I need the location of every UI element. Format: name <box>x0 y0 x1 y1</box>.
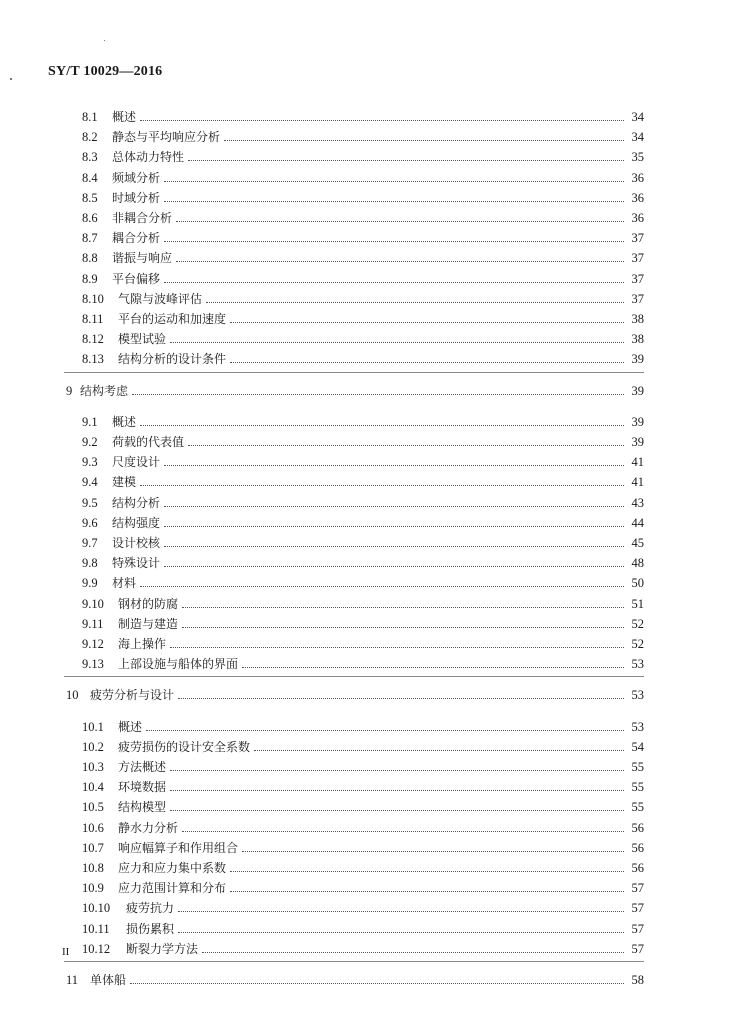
toc-entry-title: 耦合分析 <box>112 231 161 246</box>
toc-entry-title: 非耦合分析 <box>112 211 173 225</box>
toc-entry-page: 39 <box>631 383 644 398</box>
toc-entry-title: 上部设施与船体的界面 <box>118 657 239 672</box>
toc-entry[interactable] <box>82 591 644 611</box>
toc-entry-page: 41 <box>631 455 644 470</box>
dot-leader <box>140 119 624 121</box>
toc-entry[interactable] <box>82 815 644 835</box>
toc-entry-page: 57 <box>631 901 644 916</box>
toc-entry[interactable] <box>82 185 644 205</box>
dot-leader <box>242 850 624 852</box>
toc-entry[interactable] <box>82 225 644 245</box>
dot-leader <box>140 585 624 587</box>
toc-entry-number: 8.13 <box>82 352 104 367</box>
toc-entry-number: 9.12 <box>82 637 104 651</box>
toc-entry-title: 结构分析的设计条件 <box>118 352 227 367</box>
toc-entry-title: 结构分析 <box>112 495 161 510</box>
toc-entry[interactable] <box>82 734 644 754</box>
dot-leader <box>230 321 624 323</box>
toc-entry-number: 9 <box>66 383 73 398</box>
toc-entry-page: 37 <box>631 251 644 266</box>
dot-leader <box>242 666 624 668</box>
toc-entry-number: 9.2 <box>82 435 98 449</box>
toc-entry-number: 8.3 <box>82 150 98 165</box>
toc-entry[interactable] <box>82 490 644 510</box>
toc-entry-page: 54 <box>631 739 644 754</box>
toc-entry[interactable] <box>82 326 644 346</box>
toc-entry-title: 静态与平均响应分析 <box>112 130 221 145</box>
dot-leader <box>132 393 624 395</box>
toc-entry[interactable] <box>66 967 644 987</box>
toc-entry-page: 56 <box>631 840 644 855</box>
section-divider <box>64 372 644 373</box>
toc-entry-title: 概述 <box>112 110 137 124</box>
toc-entry-title: 建模 <box>112 475 137 490</box>
toc-entry-title: 总体动力特性 <box>112 150 185 165</box>
toc-entry[interactable] <box>82 835 644 855</box>
toc-entry-number: 10.11 <box>82 921 110 936</box>
toc-entry-title: 应力和应力集中系数 <box>118 861 227 875</box>
toc-entry-number: 8.11 <box>82 312 104 326</box>
toc-entry-title: 制造与建造 <box>118 616 179 631</box>
toc-entry-number: 9.8 <box>82 556 98 571</box>
toc-entry-title: 单体船 <box>90 973 127 987</box>
toc-entry-title: 概述 <box>112 414 137 429</box>
toc-entry-number: 8.5 <box>82 190 98 205</box>
toc-entry-title: 平台偏移 <box>112 271 161 286</box>
toc-entry-page: 37 <box>631 291 644 306</box>
toc-entry[interactable] <box>66 682 644 702</box>
toc-entry[interactable] <box>82 794 644 814</box>
toc-entry-number: 10.3 <box>82 760 104 774</box>
toc-entry-number: 10.8 <box>82 861 104 875</box>
dot-leader <box>230 870 624 872</box>
toc-entry-number: 10.7 <box>82 840 104 855</box>
toc-entry-page: 51 <box>631 596 644 611</box>
toc-entry-number: 9.1 <box>82 414 98 429</box>
dot-leader <box>188 159 624 161</box>
toc-entry-number: 8.7 <box>82 231 98 246</box>
dot-leader <box>178 697 624 699</box>
toc-entry-number: 10.12 <box>82 941 111 956</box>
toc-entry-number: 9.4 <box>82 475 98 490</box>
toc-entry[interactable] <box>82 916 644 936</box>
toc-entry-title: 结构模型 <box>118 800 167 815</box>
toc-entry-page: 52 <box>631 637 644 651</box>
toc-entry-number: 10.10 <box>82 901 111 916</box>
toc-entry[interactable] <box>82 165 644 185</box>
toc-entry-title: 环境数据 <box>118 780 167 795</box>
dot-leader <box>140 484 624 486</box>
toc-entry[interactable] <box>82 611 644 631</box>
toc-entry[interactable] <box>82 266 644 286</box>
dot-leader <box>230 890 624 892</box>
dot-leader <box>182 830 624 832</box>
toc-entry[interactable] <box>82 469 644 489</box>
dot-leader <box>164 240 624 242</box>
toc-entry-title: 钢材的防腐 <box>118 596 179 611</box>
dot-leader <box>224 139 624 141</box>
toc-entry-page: 34 <box>631 110 644 124</box>
dot-leader <box>170 769 624 771</box>
dot-leader <box>164 281 624 283</box>
dot-leader <box>202 951 624 953</box>
toc-entry-page: 36 <box>631 190 644 205</box>
toc-entry-page: 41 <box>631 475 644 490</box>
toc-entry-page: 39 <box>631 414 644 429</box>
toc-entry[interactable] <box>82 144 644 164</box>
dot-leader <box>130 982 624 984</box>
toc-entry-page: 53 <box>631 657 644 672</box>
dot-leader <box>170 341 624 343</box>
toc-entry-page: 43 <box>631 495 644 510</box>
toc-entry[interactable] <box>82 774 644 794</box>
toc-entry-title: 响应幅算子和作用组合 <box>118 840 239 855</box>
toc-entry-title: 材料 <box>112 576 137 591</box>
toc-entry-number: 10.6 <box>82 820 104 835</box>
dot-leader <box>176 220 624 222</box>
dot-leader <box>164 200 624 202</box>
dot-leader <box>230 361 624 363</box>
toc-entry-title: 疲劳损伤的设计安全系数 <box>118 739 251 754</box>
section-divider <box>64 961 644 962</box>
toc-entry[interactable] <box>82 855 644 875</box>
toc-entry-title: 概述 <box>118 719 143 734</box>
toc-entry-title: 静水力分析 <box>118 820 179 835</box>
toc-entry[interactable] <box>82 550 644 570</box>
toc-entry-page: 48 <box>631 556 644 571</box>
toc-entry-number: 9.10 <box>82 596 104 611</box>
section-divider <box>64 676 644 677</box>
toc-entry-page: 57 <box>631 941 644 956</box>
toc-entry-page: 39 <box>631 352 644 367</box>
dot-leader <box>188 444 624 446</box>
toc-entry[interactable] <box>82 104 644 124</box>
toc-entry[interactable] <box>82 530 644 550</box>
toc-entry-title: 疲劳分析与设计 <box>90 688 175 703</box>
toc-entry-page: 58 <box>631 973 644 987</box>
dot-leader <box>170 646 624 648</box>
toc-entry-number: 8.1 <box>82 110 98 124</box>
toc-entry-title: 损伤累积 <box>126 921 175 936</box>
toc-entry-number: 8.9 <box>82 271 98 286</box>
toc-entry-number: 11 <box>66 973 79 987</box>
toc-entry-title: 特殊设计 <box>112 556 161 571</box>
toc-entry[interactable] <box>82 205 644 225</box>
dot-leader <box>146 729 624 731</box>
toc-entry-page: 36 <box>631 211 644 225</box>
toc-entry[interactable] <box>82 754 644 774</box>
scan-speck <box>104 40 105 41</box>
toc-entry-page: 57 <box>631 881 644 896</box>
dot-leader <box>170 809 624 811</box>
toc-entry-title: 断裂力学方法 <box>126 941 199 956</box>
toc-entry-page: 36 <box>631 170 644 185</box>
toc-entry-title: 结构强度 <box>112 515 161 530</box>
toc-entry-title: 平台的运动和加速度 <box>118 312 227 326</box>
toc-entry-number: 9.6 <box>82 515 98 530</box>
toc-entry[interactable] <box>66 378 644 398</box>
toc-entry-title: 设计校核 <box>112 536 161 550</box>
toc-entry[interactable] <box>82 714 644 734</box>
toc-entry-title: 荷载的代表值 <box>112 435 185 449</box>
toc-entry-page: 55 <box>631 780 644 795</box>
toc-entry[interactable] <box>82 631 644 651</box>
toc-entry-title: 疲劳抗力 <box>126 901 175 916</box>
toc-entry-number: 8.6 <box>82 211 98 225</box>
toc-entry-number: 8.10 <box>82 291 104 306</box>
toc-entry-number: 10 <box>66 688 79 703</box>
dot-leader <box>178 931 624 933</box>
toc-entry-title: 时域分析 <box>112 190 161 205</box>
toc-entry[interactable] <box>82 875 644 895</box>
toc-entry-title: 模型试验 <box>118 332 167 347</box>
dot-leader <box>164 545 624 547</box>
toc-entry-page: 38 <box>631 312 644 326</box>
dot-leader <box>164 180 624 182</box>
dot-leader <box>178 910 624 912</box>
toc-entry-number: 10.9 <box>82 881 104 896</box>
toc-entry-page: 37 <box>631 271 644 286</box>
toc-entry-page: 35 <box>631 150 644 165</box>
toc-entry-number: 8.4 <box>82 170 98 185</box>
toc-entry[interactable] <box>82 245 644 265</box>
toc-entry[interactable] <box>82 651 644 671</box>
toc-entry[interactable] <box>82 936 644 956</box>
toc-entry-number: 10.1 <box>82 719 104 734</box>
toc-entry-title: 谐振与响应 <box>112 251 173 266</box>
page-marker: II <box>62 946 70 958</box>
toc-entry-number: 8.2 <box>82 130 98 145</box>
toc-entry-title: 频域分析 <box>112 170 161 185</box>
toc-entry-number: 9.11 <box>82 616 104 631</box>
toc-entry[interactable] <box>82 895 644 915</box>
toc-entry-page: 56 <box>631 861 644 875</box>
toc-entry[interactable] <box>82 570 644 590</box>
dot-leader <box>164 525 624 527</box>
dot-leader <box>176 260 624 262</box>
toc-entry-title: 尺度设计 <box>112 455 161 470</box>
toc-entry-title: 海上操作 <box>118 637 167 651</box>
toc-entry-page: 50 <box>631 576 644 591</box>
toc-entry-number: 9.13 <box>82 657 104 672</box>
toc-entry-page: 55 <box>631 760 644 774</box>
dot-leader <box>170 789 624 791</box>
toc-entry-page: 39 <box>631 435 644 449</box>
toc-entry-number: 9.7 <box>82 536 98 550</box>
toc-entry[interactable] <box>82 429 644 449</box>
document-code: SY/T 10029—2016 <box>48 64 163 79</box>
dot-leader <box>206 301 624 303</box>
dot-leader <box>182 626 624 628</box>
toc-entry-title: 结构考虑 <box>80 383 129 398</box>
toc-entry[interactable] <box>82 510 644 530</box>
dot-leader <box>182 606 624 608</box>
toc-entry-number: 9.9 <box>82 576 98 591</box>
toc-entry-page: 44 <box>631 515 644 530</box>
scan-speck <box>10 78 12 80</box>
toc-entry[interactable] <box>82 124 644 144</box>
toc-entry[interactable] <box>82 286 644 306</box>
toc-entry-number: 8.8 <box>82 251 98 266</box>
toc-entry-page: 45 <box>631 536 644 550</box>
toc-entry-page: 34 <box>631 130 644 145</box>
toc-entry-page: 53 <box>631 688 644 703</box>
toc-entry-page: 37 <box>631 231 644 246</box>
dot-leader <box>164 505 624 507</box>
toc-entry[interactable] <box>82 449 644 469</box>
toc-entry-title: 方法概述 <box>118 760 167 774</box>
toc-entry-number: 10.5 <box>82 800 104 815</box>
toc-entry[interactable] <box>82 346 644 366</box>
toc-entry-page: 55 <box>631 800 644 815</box>
toc-entry-number: 9.5 <box>82 495 98 510</box>
toc-entry-number: 9.3 <box>82 455 98 470</box>
toc-entry[interactable] <box>82 409 644 429</box>
toc-entry-page: 38 <box>631 332 644 347</box>
toc-entry-page: 53 <box>631 719 644 734</box>
dot-leader <box>140 424 624 426</box>
toc-entry-number: 10.2 <box>82 739 104 754</box>
toc-entry[interactable] <box>82 306 644 326</box>
dot-leader <box>254 749 624 751</box>
toc-entry-page: 52 <box>631 616 644 631</box>
toc-entry-number: 10.4 <box>82 780 104 795</box>
dot-leader <box>164 565 624 567</box>
toc-entry-title: 气隙与波峰评估 <box>118 291 203 306</box>
dot-leader <box>164 464 624 466</box>
toc-entry-page: 56 <box>631 820 644 835</box>
toc-entry-number: 8.12 <box>82 332 104 347</box>
toc-entry-page: 57 <box>631 921 644 936</box>
toc-entry-title: 应力范围计算和分布 <box>118 881 227 896</box>
